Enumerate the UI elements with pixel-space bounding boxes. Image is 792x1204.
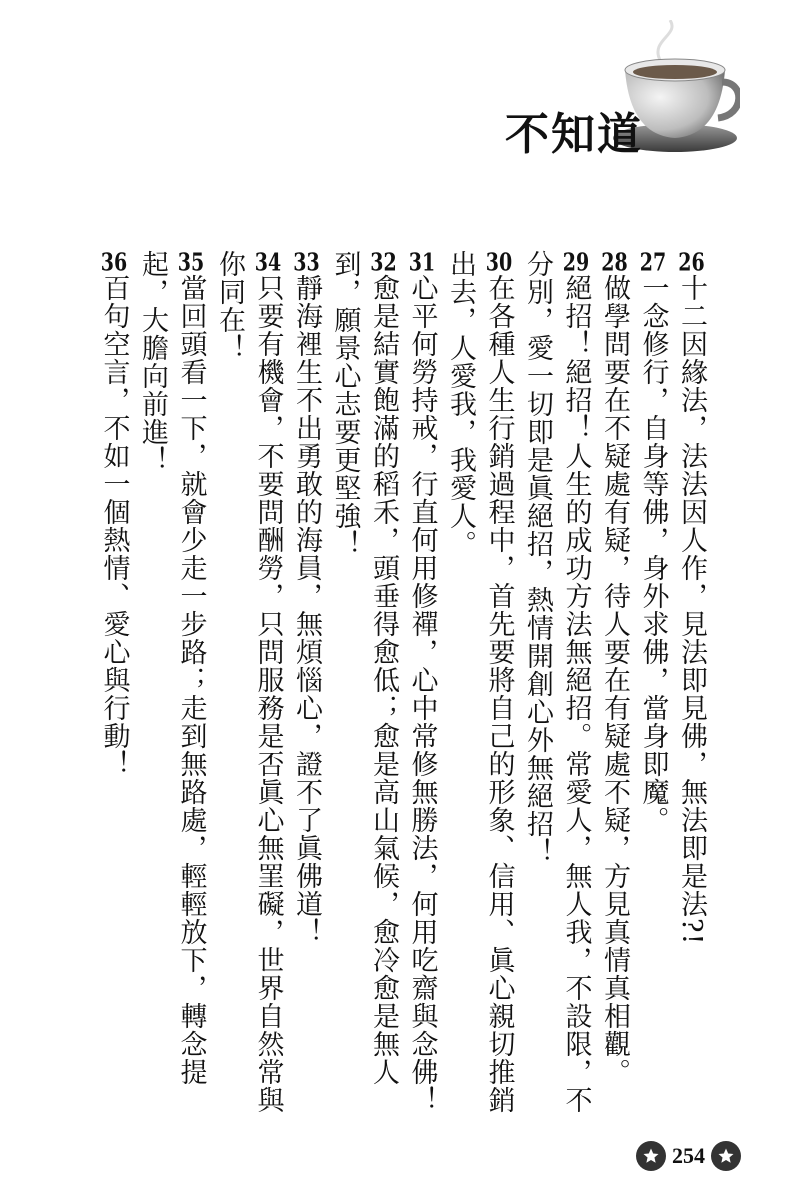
page-title: 不知道 <box>505 109 643 160</box>
item-number: 29 <box>562 250 590 274</box>
item-text: 做學問要在不疑處有疑，待人要在有疑處不疑，方見真情真相觀。 <box>599 274 630 1086</box>
page-number-label: 254 <box>672 1143 705 1168</box>
item-number: 36 <box>100 250 128 274</box>
list-item <box>210 250 287 1130</box>
item-text: 一念修行，自身等佛，身外求佛，當身即魔。 <box>637 274 669 834</box>
list-item <box>633 250 672 1130</box>
item-text: 在各種人生行銷過程中，首先要將自己的形象、信用、眞心親切推銷出去，人愛我，我愛人。 <box>445 250 515 1114</box>
item-number: 30 <box>485 250 513 274</box>
item-number: 35 <box>177 250 205 274</box>
list-item <box>672 250 711 1130</box>
item-number: 32 <box>370 250 397 274</box>
list-item <box>402 250 441 1130</box>
page-number <box>636 1136 741 1176</box>
list-item <box>325 250 402 1130</box>
saying-list <box>70 250 710 1130</box>
item-number: 28 <box>601 250 628 274</box>
item-text: 絕招！絕招！人生的成功方法無絕招。常愛人，無人我，不設限，不分別，愛一切即是眞絕招，熱情開創心外無絕招！ <box>522 250 592 1114</box>
item-number: 33 <box>293 250 320 274</box>
item-number: 34 <box>254 250 282 274</box>
item-text: 靜海裡生不出勇敢的海員，無煩惱心，證不了眞佛道！ <box>291 274 322 946</box>
item-text: 十二因緣法，法法因人作，見法即見佛，無法即是法?! <box>676 274 707 946</box>
item-text: 愈是結實飽滿的稻禾，頭垂得愈低；愈是高山氣候，愈冷愈是無人到，願景心志要更堅強！ <box>329 250 399 1086</box>
list-item <box>133 250 210 1130</box>
star-icon <box>636 1141 666 1171</box>
item-text: 當回頭看一下，就會少走一步路；走到無路處，輕輕放下，轉念提起，大膽向前進！ <box>137 250 207 1086</box>
item-text: 心平何勞持戒，行直何用修禪，心中常修無勝法，何用吃齋與念佛！ <box>406 274 438 1114</box>
item-number: 27 <box>639 250 667 274</box>
list-item <box>595 250 634 1130</box>
list-item <box>518 250 595 1130</box>
list-item <box>287 250 326 1130</box>
star-icon <box>711 1141 741 1171</box>
list-item <box>94 250 133 1130</box>
item-number: 31 <box>408 250 436 274</box>
list-item <box>441 250 518 1130</box>
item-number: 26 <box>678 250 705 274</box>
item-text: 百句空言，不如一個熱情、愛心與行動！ <box>98 274 130 778</box>
item-text: 只要有機會，不要問酬勞，只問服務是否眞心無罣礙，世界自然常與你同在！ <box>214 250 284 1114</box>
